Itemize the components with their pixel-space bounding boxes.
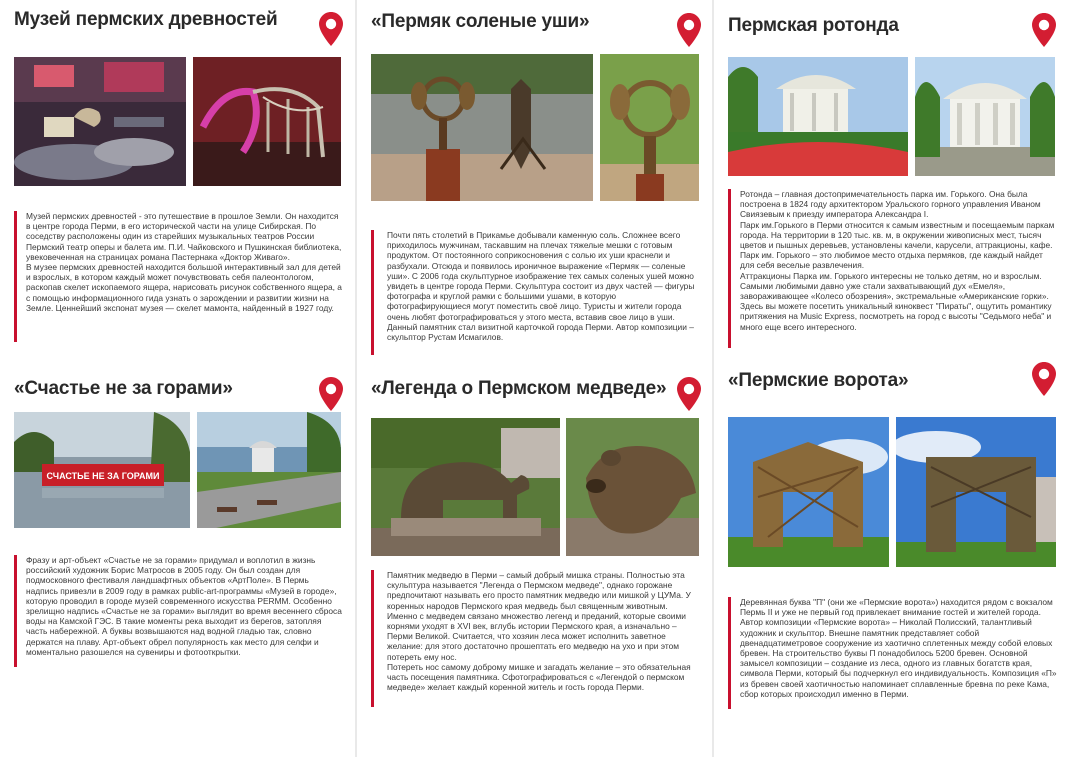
bear-head-photo (566, 418, 699, 556)
section-text (740, 597, 1058, 699)
page-left (0, 0, 355, 757)
accent-bar (14, 555, 17, 667)
rotunda-photo (915, 57, 1055, 176)
section-title: Пермская ротонда (728, 15, 899, 36)
section-text (387, 230, 700, 342)
paragraph: Аттракционы Парка им. Горького интересны не только детям, но и взрослым. Самыми любимыми давно уже стали захватывающий дух «Емеля», завораживающее «Колесо обозрения», экстремальные «Американские горки». Здесь вы можете посетить уникальный киноквест "Пираты", ощутить романтику притяжения на Music Express, посмотреть на город с высоты "Седьмого неба" и много еще всего интересного. (740, 270, 1052, 332)
rotunda-flowers-photo (728, 57, 908, 176)
location-pin-icon[interactable] (677, 377, 701, 411)
section-title: «Легенда о Пермском медведе» (371, 378, 667, 399)
location-pin-icon[interactable] (677, 13, 701, 47)
accent-bar (728, 189, 731, 348)
paragraph: Ротонда – главная достопримечательность парка им. Горького. Она была построена в 1824 году архитектором Уральского горного управления Иваном Свиязевым к приезду императора Александра I. (740, 189, 1041, 220)
section-text (26, 211, 342, 313)
location-pin-icon[interactable] (319, 377, 343, 411)
paragraph: Почти пять столетий в Прикамье добывали каменную соль. Сложнее всего приходилось мужчинам, таскавшим на плечах тяжелые мешки с готовым продуктом. От постоянного соприкосновения с солью их уши краснели и разбухали. Отсюда и появилось ироничное выражение «Пермяк — соленые уши». С 2006 года скульптурное изображение тех самых соленых ушей можно увидеть в центре города Перми. Скульптура состоит из двух частей — фигуры фотографа и круглой рамки с большими ушами, в которую фотографирующиеся могут поместить своё лицо. Туристы и жители города очень любят фотографироваться у этого места, вставив свое лицо в уши. Данный памятник стал визитной карточкой города Перми. Автор композиции – скульптор Рустам Исмагилов. (387, 230, 695, 343)
page-right (714, 0, 1069, 757)
mammoth-skeleton-photo (193, 57, 341, 186)
accent-bar (14, 211, 17, 342)
accent-bar (371, 570, 374, 707)
accent-bar (728, 597, 731, 709)
section-title: «Пермяк соленые уши» (371, 11, 590, 32)
salty-ears-sculpture-photo (371, 54, 593, 201)
section-text (740, 189, 1058, 332)
section-title: «Счастье не за горами» (14, 378, 233, 399)
museum-hall-photo (14, 57, 186, 186)
location-pin-icon[interactable] (319, 12, 343, 46)
page-middle (357, 0, 712, 757)
bear-monument-photo (371, 418, 560, 556)
perm-gates-photo (728, 417, 889, 567)
accent-bar (371, 230, 374, 355)
section-text (387, 570, 700, 692)
section-text (26, 555, 342, 657)
paragraph: Музей пермских древностей - это путешествие в прошлое Земли. Он находится в центре города Перми, в его исторической части на улице Сибирская. По соседству расположены один из старейших музыкальных театров России Пермский театр оперы и балета им. П.И. Чайковского и Пушкинская библиотека, увековеченная на страницах романа Пастернака «Доктор Живаго». (26, 211, 342, 262)
location-pin-icon[interactable] (1032, 362, 1056, 396)
location-pin-icon[interactable] (1032, 13, 1056, 47)
section-title: Музей пермских древностей (14, 9, 278, 30)
section-title: «Пермские ворота» (728, 370, 909, 391)
paragraph: Деревянная буква "П" (они же «Пермские ворота») находится рядом с вокзалом Пермь II и уже не первый год привлекает внимание гостей и жителей города. Автор композиции «Пермские ворота» – Николай Полисский, талантливый художник и скульптор. Внешне памятник представляет собой двенадцатиметровое сооружение из хаотично сплетенных между собой еловых бревен. На строительство буквы П понадобилось 5200 бревен. Основной замысел композиции – создание из леса, одного из главных богатств края, символа Перми, который бы подчеркнул его индивидуальность. Композиция «П» из бревен своей хаотичностью напоминает сплавленные бревна по реке Кама, сбор которых происходил именно в Перми. (740, 597, 1057, 699)
happiness-sign-photo (14, 412, 190, 528)
embankment-photo (197, 412, 341, 528)
paragraph: Потереть нос самому доброму мишке и загадать желание – это обязательная часть посещения памятника. Сфотографироваться с «Легендой о пермском медведе» желает каждый коренной житель и гость города Перми. (387, 661, 691, 693)
paragraph: В музее пермских древностей находится большой интерактивный зал для детей и взрослых, в котором каждый может почувствовать себя палеонтологом, раскопав скелет ископаемого ящера, нарисовать рисунок собственного ящера, а с помощью информационного гида узнать о зарождении и развитии жизни на Земле. Ценнейший экспонат музея — скелет мамонта, найденный в 1927 году. (26, 262, 342, 313)
paragraph: Памятник медведю в Перми – самый добрый мишка страны. Полностью эта скульптура называется "Легенда о Пермском медведе", однако горожане предпочитают называть его просто памятник медведю или мишкой у ЦУМа. У коренных народов Пермского края медведь был священным животным. Именно с медведем связано множество легенд и преданий, которые своими корнями уходят в XVI век, вглубь истории Пермского края, а изначально – Перми Великой. Считается, что хозяин леса может исполнить заветное желание: для этого достаточно прошептать его медведю на ухо и при этом потереть ему нос. (387, 570, 691, 662)
sign-text: СЧАСТЬЕ НЕ ЗА ГОРАМИ (46, 471, 160, 481)
paragraph: Парк им.Горького в Перми относится к самым известным и посещаемым паркам города. На территории в 120 тыс. кв. м, в окружении живописных мест, тысяч цветов и пышных деревьев, установлены качели, карусели, аттракционы, кафе. Парк им. Горького – это любимое место отдыха пермяков, где каждый найдет для себя веселые развлечения. (740, 219, 1055, 271)
paragraph: Фразу и арт-объект «Счастье не за горами» придумал и воплотил в жизнь российский художник Борис Матросов в 2005 году. Он был создан для подмосковного фестиваля ландшафтных объектов «АртПоле». В Пермь надпись привезли в 2009 году в рамках public-art-программы «Музей в городе», которую проводил в городе музей современного искусства PERMM. Особенно зрелищно надпись «Счастье не за горами» выглядит во время весеннего сброса воды на Камской ГЭС. В такие моменты река выходит из берегов, затопляя часть набережной. А буквы возвышаются над водной гладью так, словно держатся на плаву. Арт-объект обрел популярность как место для селфи и моментально разошелся на сувениры и фотооткрытки. (26, 555, 342, 657)
perm-gates-photo-2 (896, 417, 1056, 567)
salty-ears-closeup-photo (600, 54, 699, 201)
